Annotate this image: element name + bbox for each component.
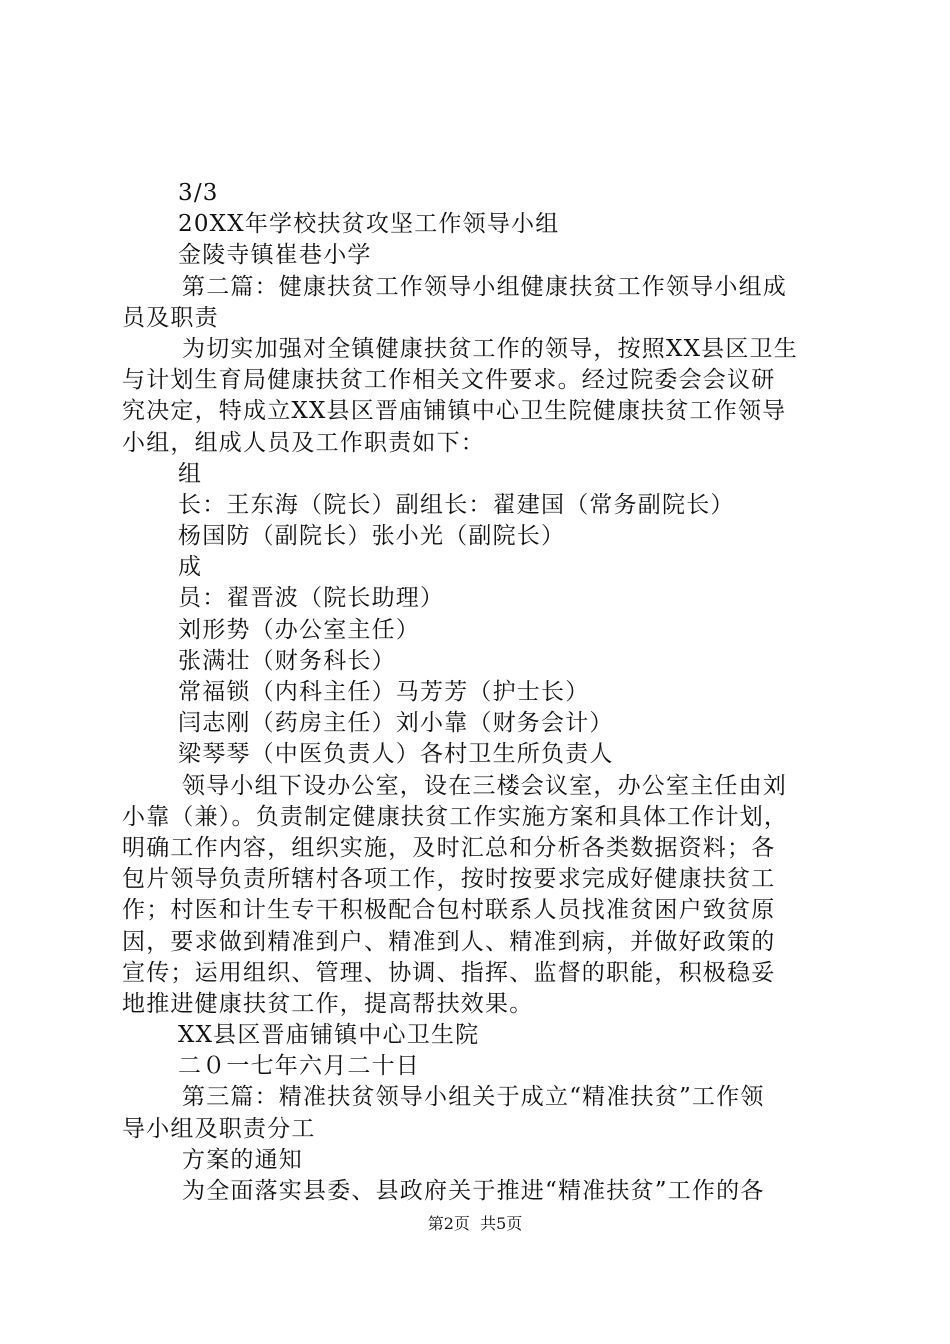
text-line: 第二篇：健康扶贫工作领导小组健康扶贫工作领导小组成 xyxy=(182,273,787,300)
text-line: 张满壮（财务科长） xyxy=(178,647,396,674)
text-line: 3/3 xyxy=(178,180,219,206)
text-line: 为全面落实县委、县政府关于推进“精准扶贫”工作的各 xyxy=(182,1178,765,1204)
text-line: 员：翟晋波（院长助理） xyxy=(178,585,445,612)
text-line: 成 xyxy=(178,554,203,581)
text-line: XX县区晋庙铺镇中心卫生院 xyxy=(178,1022,480,1049)
text-line: 闫志刚（药房主任）刘小靠（财务会计） xyxy=(178,710,614,737)
text-line: 地推进健康扶贫工作，提高帮扶效果。 xyxy=(122,990,534,1017)
text-line: 方案的通知 xyxy=(182,1146,303,1173)
text-line: 因，要求做到精准到户、精准到人、精准到病，并做好政策的 xyxy=(122,928,776,955)
text-line: 导小组及职责分工 xyxy=(122,1115,316,1142)
text-line: 长：王东海（院长）副组长：翟建国（常务副院长） xyxy=(178,491,735,518)
text-line: 刘形势（办公室主任） xyxy=(178,616,420,643)
page-footer: 第2页 共5页 xyxy=(427,1214,523,1233)
text-line: 领导小组下设办公室，设在三楼会议室，办公室主任由刘 xyxy=(182,772,787,799)
text-line: 明确工作内容，组织实施，及时汇总和分析各类数据资料；各 xyxy=(122,834,776,861)
text-line: 组 xyxy=(178,460,203,487)
text-line: 梁琴琴（中医负责人）各村卫生所负责人 xyxy=(178,741,614,768)
text-line: 小组，组成人员及工作职责如下： xyxy=(122,429,485,456)
text-line: 员及职责 xyxy=(122,304,219,331)
document-body xyxy=(122,178,834,1207)
text-line: 与计划生育局健康扶贫工作相关文件要求。经过院委会会议研 xyxy=(122,367,776,394)
text-line: 包片领导负责所辖村各项工作，按时按要求完成好健康扶贫工 xyxy=(122,866,776,893)
text-line: 小靠（兼）。负责制定健康扶贫工作实施方案和具体工作计划， xyxy=(122,803,789,830)
text-line: 究决定，特成立XX县区晋庙铺镇中心卫生院健康扶贫工作领导 xyxy=(122,398,787,425)
text-line: 金陵寺镇崔巷小学 xyxy=(178,242,372,269)
text-line: 为切实加强对全镇健康扶贫工作的领导，按照XX县区卫生 xyxy=(182,335,798,362)
text-line: 二０一七年六月二十日 xyxy=(178,1053,420,1080)
text-line: 宣传；运用组织、管理、协调、指挥、监督的职能，积极稳妥 xyxy=(122,959,776,986)
text-line: 第三篇：精准扶贫领导小组关于成立“精准扶贫”工作领 xyxy=(182,1084,765,1111)
text-line: 常福锁（内科主任）马芳芳（护士长） xyxy=(178,679,590,705)
text-line: 20XX年学校扶贫攻坚工作领导小组 xyxy=(178,211,560,238)
text-line: 杨国防（副院长）张小光（副院长） xyxy=(178,523,566,550)
text-line: 作；村医和计生专干积极配合包村联系人员找准贫困户致贫原 xyxy=(122,897,776,924)
